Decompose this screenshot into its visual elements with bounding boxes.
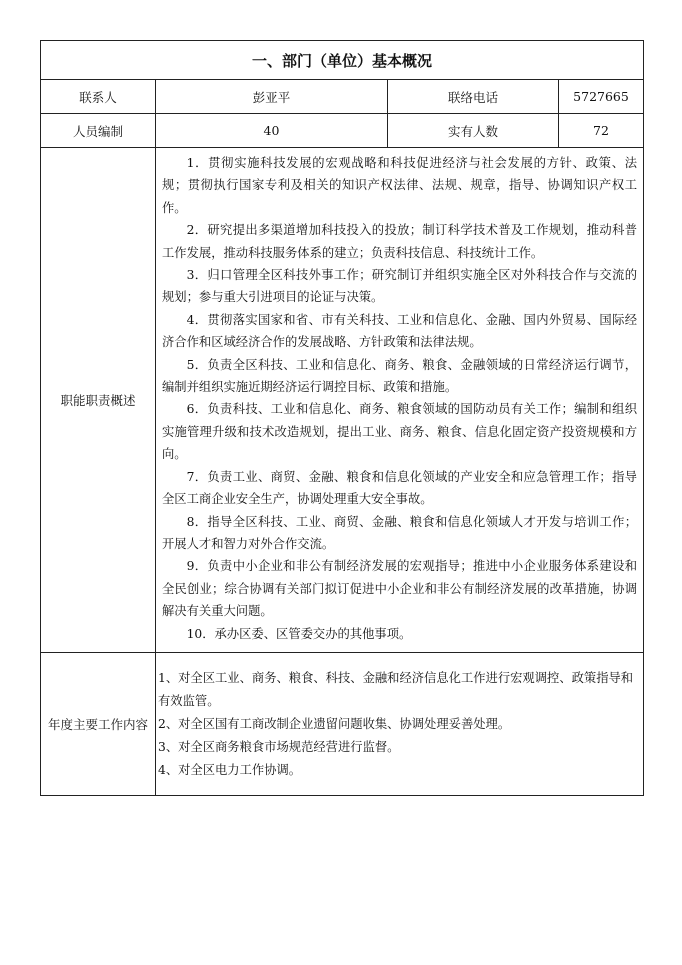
phone-label: 联络电话 [388, 80, 559, 114]
duty-item: 9．负责中小企业和非公有制经济发展的宏观指导；推进中小企业服务体系建设和全民创业；综合协调有关部门拟订促进中小企业和非公有制经济发展的改革措施，协调解决有关重大问题。 [162, 559, 638, 619]
duty-item: 10．承办区委、区管委交办的其他事项。 [186, 626, 412, 641]
annual-tasks-row [41, 653, 644, 796]
task-item: 3、对全区商务粮食市场规范经营进行监督。 [158, 740, 400, 754]
annual-tasks-label: 年度主要工作内容 [41, 653, 156, 796]
actual-label: 实有人数 [388, 114, 559, 148]
duty-item: 4．贯彻落实国家和省、市有关科技、工业和信息化、金融、国内外贸易、国际经济合作和区域经济合作的发展战略、方针政策和法律法规。 [162, 312, 638, 350]
duty-item: 1．贯彻实施科技发展的宏观战略和科技促进经济与社会发展的方针、政策、法规；贯彻执行国家专利及相关的知识产权法律、法规、规章，指导、协调知识产权工作。 [162, 156, 638, 215]
basic-info-table [40, 40, 644, 796]
duty-item: 7．负责工业、商贸、金融、粮食和信息化领域的产业安全和应急管理工作；指导全区工商企业安全生产，协调处理重大安全事故。 [162, 469, 638, 507]
duties-row [41, 148, 644, 653]
duties-content [156, 148, 644, 653]
duty-item: 6．负责科技、工业和信息化、商务、粮食领域的国防动员有关工作；编制和组织实施管理升级和技术改造规划，提出工业、商务、粮食、信息化固定资产投资规模和方向。 [162, 402, 638, 462]
contact-row [41, 80, 644, 114]
duties-label: 职能职责概述 [41, 148, 156, 653]
duty-item: 3．归口管理全区科技外事工作；研究制订并组织实施全区对外科技合作与交流的规划；参与重大引进项目的论证与决策。 [162, 268, 638, 305]
task-item: 2、对全区国有工商改制企业遗留问题收集、协调处理妥善处理。 [158, 717, 511, 731]
annual-tasks-content [156, 653, 644, 796]
quota-label: 人员编制 [41, 114, 156, 148]
duty-item: 2．研究提出多渠道增加科技投入的投放；制订科学技术普及工作规划，推动科普工作发展，推动科技服务体系的建立；负责科技信息、科技统计工作。 [162, 223, 638, 260]
duty-item: 8．指导全区科技、工业、商贸、金融、粮食和信息化领域人才开发与培训工作；开展人才和智力对外合作交流。 [162, 514, 638, 551]
task-item: 4、对全区电力工作协调。 [158, 763, 302, 777]
contact-label: 联系人 [41, 80, 156, 114]
duty-item: 5．负责全区科技、工业和信息化、商务、粮食、金融领域的日常经济运行调节，编制并组织实施近期经济运行调控目标、政策和措施。 [162, 357, 638, 395]
phone-value: 5727665 [559, 80, 644, 114]
contact-value: 彭亚平 [156, 80, 388, 114]
task-item: 1、对全区工业、商务、粮食、科技、金融和经济信息化工作进行宏观调控、政策指导和有效监管。 [158, 671, 634, 708]
quota-value: 40 [156, 114, 388, 148]
section-title: 一、部门（单位）基本概况 [41, 41, 644, 80]
actual-value: 72 [559, 114, 644, 148]
staff-row [41, 114, 644, 148]
